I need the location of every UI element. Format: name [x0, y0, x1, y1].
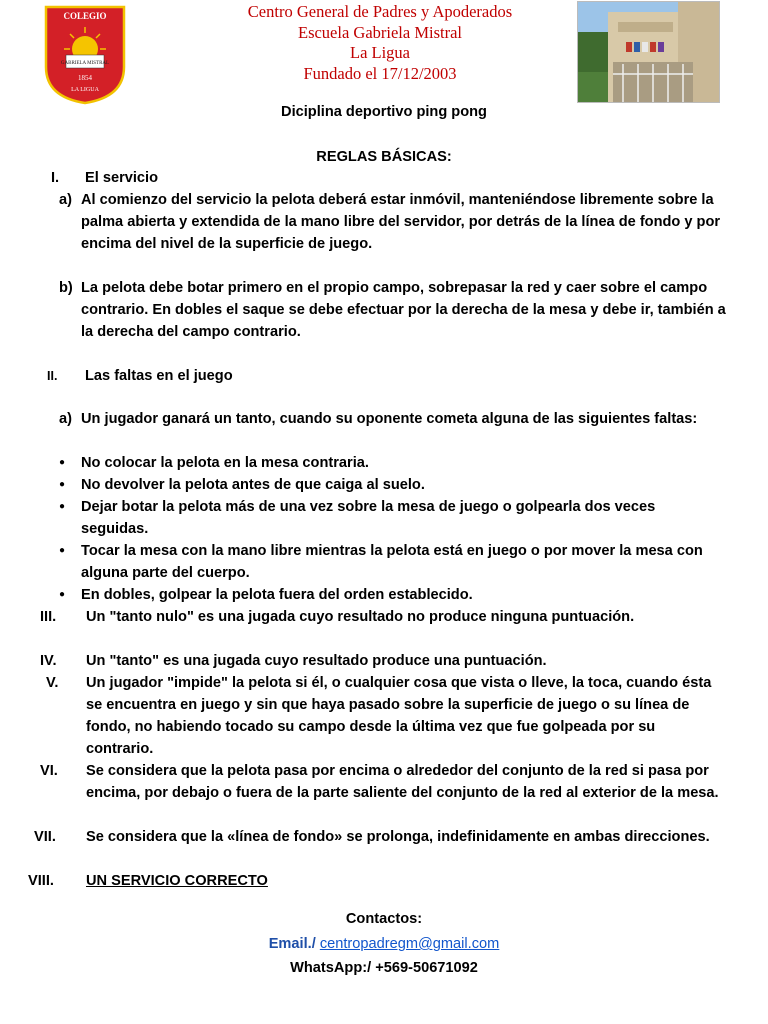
fault-item-5: En dobles, golpear la pelota fuera del orden establecido.	[81, 587, 473, 603]
rule-4-text: Un "tanto" es una jugada cuyo resultado produce una puntuación.	[86, 653, 547, 669]
rule-7-text: Se considera que la «línea de fondo» se prolonga, indefinidamente en ambas direcciones.	[86, 829, 710, 845]
email-line	[0, 933, 768, 955]
school-crest-logo	[44, 5, 126, 105]
fault-item-1: No colocar la pelota en la mesa contraria.	[81, 455, 369, 471]
crest-name-text: GABRIELA MISTRAL	[60, 61, 110, 66]
email-label: Email./	[268, 936, 316, 952]
school-building-photo	[577, 1, 720, 103]
section-2-heading: Las faltas en el juego	[85, 368, 233, 384]
rule-8-text: UN SERVICIO CORRECTO	[86, 873, 268, 889]
header-line-4: Fundado el 17/12/2003	[303, 63, 457, 83]
item-2a-label: a)	[59, 411, 72, 427]
fault-item-3: Dejar botar la pelota más de una vez sobre la mesa de juego o golpearla dos veces seguidas.	[81, 499, 656, 537]
bullet-icon: ●	[59, 589, 66, 600]
section-2-numeral: II.	[47, 369, 58, 383]
bullet-icon: ●	[59, 501, 66, 512]
item-1b-label: b)	[59, 280, 73, 296]
rule-5-numeral: V.	[46, 675, 59, 691]
rule-6-text: Se considera que la pelota pasa por encima o alrededor del conjunto de la red si pasa por encima, por debajo o fuera de la parte saliente del conjunto de la red al exterior de la mesa.	[86, 763, 719, 801]
item-2a-text: Un jugador ganará un tanto, cuando su oponente cometa alguna de las siguientes faltas:	[81, 411, 698, 427]
section-1-heading: El servicio	[85, 170, 159, 186]
rule-5-text: Un jugador "impide" la pelota si él, o cualquier cosa que vista o lleve, la toca, cuando ésta se encuentra en juego y sin que haya pasado sobre la superficie de juego o su línea de fondo, no habiendo tocado su campo desde la última vez que fue golpeada por su contrario.	[86, 675, 712, 757]
rule-7-numeral: VII.	[34, 829, 56, 845]
crest-top-text: COLEGIO	[63, 11, 107, 21]
fault-item-4: Tocar la mesa con la mano libre mientras la pelota está en juego o por mover la mesa con alguna parte del cuerpo.	[81, 543, 703, 581]
whatsapp-line: WhatsApp:/ +569-50671092	[290, 960, 478, 976]
bullet-icon: ●	[59, 479, 66, 490]
bullet-icon: ●	[59, 457, 66, 468]
rule-3-text: Un "tanto nulo" es una jugada cuyo resultado no produce ninguna puntuación.	[86, 609, 635, 625]
document-title: Diciplina deportivo ping pong	[281, 104, 487, 120]
section-1-numeral: I.	[51, 170, 60, 186]
rule-8-numeral: VIII.	[28, 873, 54, 889]
header-line-3: La Ligua	[349, 43, 410, 62]
email-link[interactable]: centropadregm@gmail.com	[319, 936, 500, 952]
fault-item-2: No devolver la pelota antes de que caiga al suelo.	[81, 477, 425, 493]
bullet-icon: ●	[59, 545, 66, 556]
crest-bottom-text: LA LIGUA	[71, 87, 99, 93]
rule-4-numeral: IV.	[40, 653, 57, 669]
header-line-1: Centro General de Padres y Apoderados	[247, 2, 513, 21]
header-title	[180, 2, 580, 84]
item-1a-label: a)	[59, 192, 72, 208]
item-1b-text: La pelota debe botar primero en el propio campo, sobrepasar la red y caer sobre el campo contrario. En dobles el saque se debe efectuar por la derecha de la mesa y debe ir, también a la derecha del campo contrario.	[81, 280, 726, 340]
item-1a-text: Al comienzo del servicio la pelota deberá estar inmóvil, manteniéndose libremente sobre la palma abierta y extendida de la mano libre del servidor, por detrás de la línea de fondo y por encima del nivel de la superficie de juego.	[81, 192, 721, 252]
header-line-2: Escuela Gabriela Mistral	[297, 22, 463, 42]
document-subtitle: REGLAS BÁSICAS:	[316, 149, 452, 165]
rule-3-numeral: III.	[40, 609, 57, 625]
rule-6-numeral: VI.	[40, 763, 58, 779]
crest-year: 1854	[78, 74, 92, 82]
contacts-title: Contactos:	[345, 911, 423, 927]
